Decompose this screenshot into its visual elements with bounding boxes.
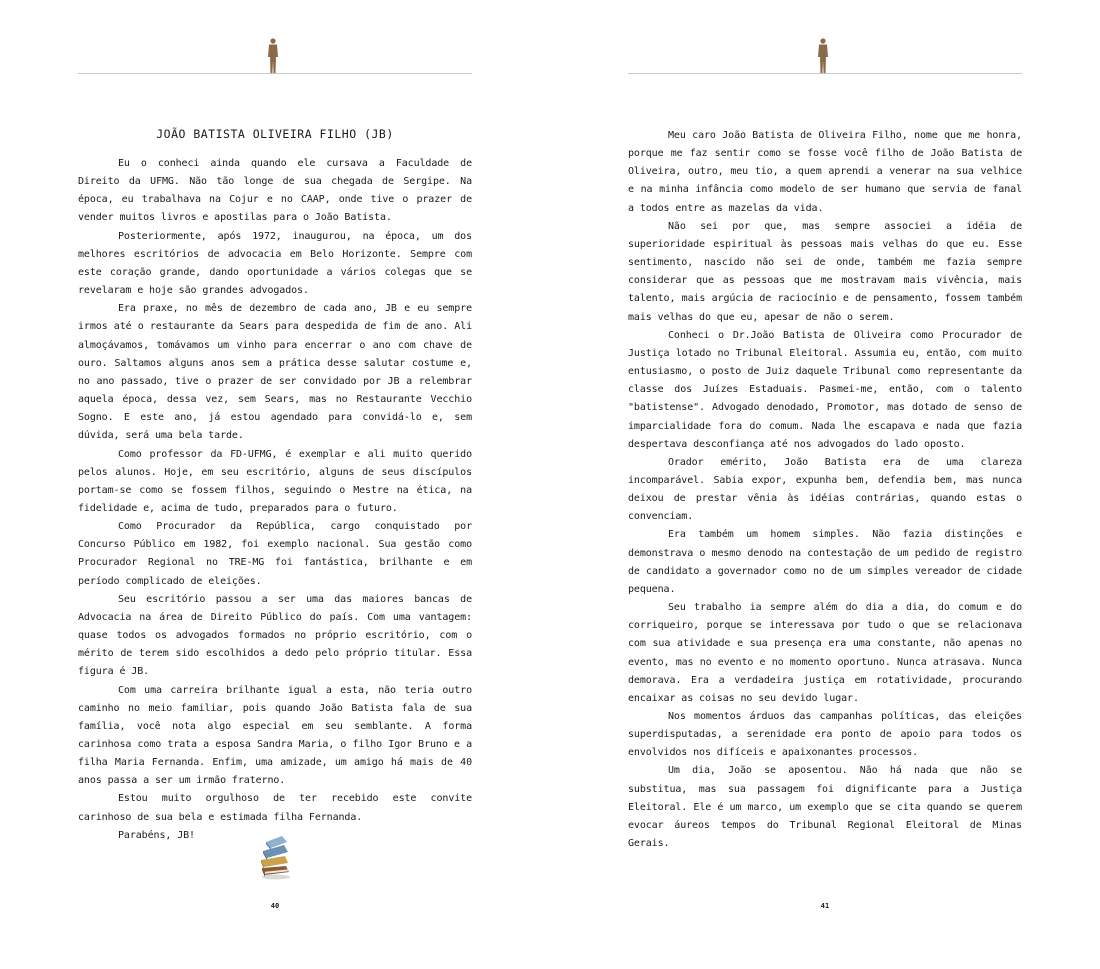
right-page-body [628,127,1022,853]
paragraph: Um dia, João se aposentou. Não há nada que não se substitua, mas sua passagem foi dignificante para a Justiça Eleitoral. Ele é um marco, um exemplo que se cita quando se querem evocar áureos tempos do Tribunal Regional Eleitoral de Minas Gerais. [628,765,1022,850]
page-number: 41 [820,902,830,910]
paragraph: Posteriormente, após 1972, inaugurou, na época, um dos melhores escritórios de advocacia em Belo Horizonte. Sempre com este coração grande, dando oportunidade a vários colegas que se revelaram e hoje são grandes advogados. [78,230,472,297]
paragraph: Eu o conheci ainda quando ele cursava a Faculdade de Direito da UFMG. Não tão longe de sua chegada de Sergipe. Na época, eu trabalhava na Cojur e no CAAP, onde tive o prazer de vender muitos livros e apostilas para o João Batista. [78,158,472,224]
left-page-body [78,155,472,845]
paragraph: Seu escritório passou a ser uma das maiores bancas de Advocacia na área de Direito Público do país. Com uma vantagem: quase todos os advogados formados no próprio escritório, com o mérito de terem sido escolhidos a dedo pelo próprio titular. Essa figura é JB. [78,593,472,678]
chapter-title: JOÃO BATISTA OLIVEIRA FILHO (JB) [156,127,394,141]
paragraph: Não sei por que, mas sempre associei a idéia de superioridade espiritual às pessoas mais velhas do que eu. Esse sentimento, nascido não sei de onde, também me fazia sempre considerar que as pessoas que me mostravam mais vivência, mais talento, mais argúcia de raciocínio e de pensamento, fossem também mais velhas do que eu, apesar de não o serem. [628,220,1022,323]
header-rule [628,73,1022,74]
paragraph: Como professor da FD-UFMG, é exemplar e ali muito querido pelos alunos. Hoje, em seu escritório, alguns de seus discípulos portam-se como se fossem filhos, seguindo o Mestre na ética, na fidelidade e, acima de tudo, preparados para o futuro. [78,448,472,514]
paragraph: Meu caro João Batista de Oliveira Filho, nome que me honra, porque me faz sentir como se fosse você filho de João Batista de Oliveira, outro, meu tio, a quem aprendi a venerar na sua velhice e na minha infância como modelo de ser humano que servia de fanal a todos entre as mazelas da vida. [628,130,1022,214]
stack-of-books-icon [258,834,292,880]
paragraph: Era praxe, no mês de dezembro de cada ano, JB e eu sempre irmos até o restaurante da Sears para despedida de fim de ano. Ali almoçávamos, tomávamos um vinho para encerrar o ano com chave de ouro. Saltamos alguns anos sem a prática desse salutar costume e, no ano passado, tive o prazer de ser convidado por JB a relembrar aquela época, dessa vez, sem Sears, mas no Restaurante Vecchio Sogno. E este ano, já estou agendado para convidá-lo e, sem dúvida, será uma bela tarde. [78,303,472,442]
standing-man-silhouette-icon [815,38,831,76]
paragraph: Seu trabalho ia sempre além do dia a dia, do comum e do corriqueiro, porque se interessava por tudo o que se relacionava com sua atividade e sua presença era uma constante, não apenas no evento, mas no evento e no momento oportuno. Nunca atrasava. Nunca demorava. Era a verdadeira justiça em rotatividade, procurando encaixar as coisas no seu devido lugar. [628,602,1022,704]
paragraph: Como Procurador da República, cargo conquistado por Concurso Público em 1982, foi exemplo nacional. Sua gestão como Procurador Regional no TRE-MG foi fantástica, brilhante e em período complicado de eleições. [78,521,472,587]
paragraph: Orador emérito, João Batista era de uma clareza incomparável. Sabia expor, expunha bem, defendia bem, mas nunca deixou de prestar vênia às idéias contrárias, quando estas o convenciam. [628,456,1022,523]
header-rule [78,73,472,74]
paragraph: Era também um homem simples. Não fazia distinções e demonstrava o mesmo denodo na contestação de um pedido de registro de candidato a governador como no de um simples vereador de cidade pequena. [628,529,1022,595]
right-page [628,0,1022,969]
paragraph: Conheci o Dr.João Batista de Oliveira como Procurador de Justiça lotado no Tribunal Eleitoral. Assumia eu, então, com muito entusiasmo, o posto de Juiz daquele Tribunal como representante da classe dos Juízes Estaduais. Pasmei-me, então, com o talento "batistense". Advogado denodado, Promotor, mas dotado de senso de imparcialidade fora do comum. Nada lhe escapava e nada que fazia despertava desconfiança até nos advogados do lado oposto. [628,329,1022,450]
paragraph: Com uma carreira brilhante igual a esta, não teria outro caminho no meio familiar, pois quando João Batista fala de sua família, você nota algo especial em seu semblante. A forma carinhosa como trata a esposa Sandra Maria, o filho Igor Bruno e a filha Maria Fernanda. Enfim, uma amizade, um amigo há mais de 40 anos passa a ser um irmão fraterno. [78,684,472,787]
page-number: 40 [270,902,280,910]
closing-line: Parabéns, JB! [118,829,195,841]
paragraph: Estou muito orgulhoso de ter recebido este convite carinhoso de sua bela e estimada filha Fernanda. [78,793,472,823]
standing-man-silhouette-icon [265,38,281,76]
left-page [78,0,472,969]
paragraph: Nos momentos árduos das campanhas políticas, das eleições superdisputadas, a serenidade era ponto de apoio para todos os envolvidos nos difíceis e apaixonantes processos. [628,711,1022,759]
